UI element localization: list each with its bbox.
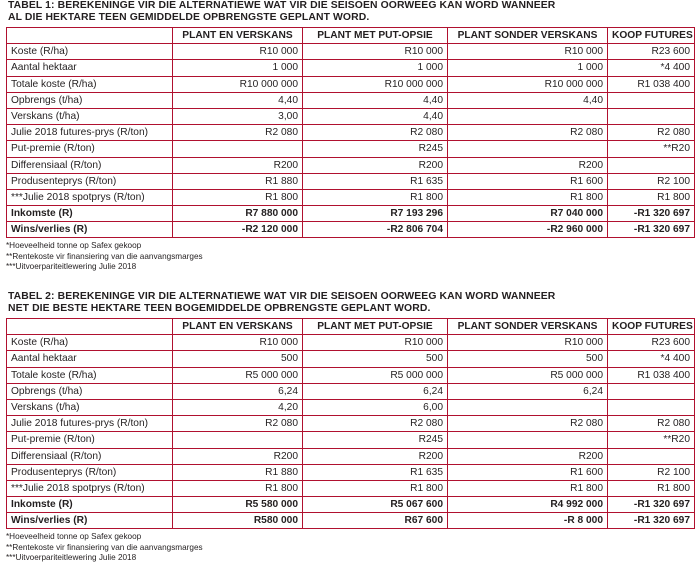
table-cell: 4,20 xyxy=(173,399,303,415)
table-row xyxy=(7,173,695,189)
table-cell xyxy=(608,383,695,399)
table-cell: R5 000 000 xyxy=(173,367,303,383)
table-cell: R5 000 000 xyxy=(303,367,448,383)
table-cell: R10 000 xyxy=(303,335,448,351)
table-cell: 6,24 xyxy=(173,383,303,399)
table-row xyxy=(7,497,695,513)
row-label: Julie 2018 futures-prys (R/ton) xyxy=(7,125,173,141)
row-label: Inkomste (R) xyxy=(7,206,173,222)
table-cell: 6,00 xyxy=(303,399,448,415)
table-row xyxy=(7,464,695,480)
table-cell: R10 000 000 xyxy=(173,76,303,92)
table1-header-cell: PLANT MET PUT-OPSIE xyxy=(303,28,448,44)
table-cell: R7 193 296 xyxy=(303,206,448,222)
footnote: ***Uitvoerpariteitlewering Julie 2018 xyxy=(6,553,137,563)
table-cell: R2 080 xyxy=(448,416,608,432)
table1-header-cell: PLANT EN VERSKANS xyxy=(173,28,303,44)
table-cell: R67 600 xyxy=(303,513,448,529)
table-cell xyxy=(173,432,303,448)
table-cell: R2 080 xyxy=(448,125,608,141)
table1-title: TABEL 1: BEREKENINGE VIR DIE ALTERNATIEWE WAT VIR DIE SEISOEN OORWEEG KAN WORD WANNEER AL DIE HEKTARE TEEN GEMIDDELDE OPBRENGSTE GEPLANT WORD. xyxy=(8,0,556,23)
table-cell: R1 800 xyxy=(608,189,695,205)
table-cell: R580 000 xyxy=(173,513,303,529)
table1-header xyxy=(7,28,695,44)
row-label: Verskans (t/ha) xyxy=(7,108,173,124)
table-cell: -R1 320 697 xyxy=(608,222,695,238)
table-cell: 4,40 xyxy=(303,92,448,108)
table-cell: R2 080 xyxy=(303,125,448,141)
table-row xyxy=(7,383,695,399)
table1-header-cell xyxy=(7,28,173,44)
table-cell: R10 000 000 xyxy=(448,76,608,92)
table-row xyxy=(7,189,695,205)
table-cell xyxy=(608,92,695,108)
row-label: Wins/verlies (R) xyxy=(7,513,173,529)
table1-body xyxy=(7,44,695,238)
table-cell: R1 038 400 xyxy=(608,76,695,92)
table-cell: 6,24 xyxy=(448,383,608,399)
table-cell: R1 800 xyxy=(608,480,695,496)
table1-header-row xyxy=(7,28,695,44)
table-cell: -R 8 000 xyxy=(448,513,608,529)
table-row xyxy=(7,367,695,383)
table-cell: R10 000 xyxy=(448,44,608,60)
table-cell: -R2 120 000 xyxy=(173,222,303,238)
row-label: Differensiaal (R/ton) xyxy=(7,157,173,173)
table-cell: -R1 320 697 xyxy=(608,497,695,513)
row-label: Differensiaal (R/ton) xyxy=(7,448,173,464)
table2-header-row xyxy=(7,319,695,335)
table-cell: R7 880 000 xyxy=(173,206,303,222)
table-row xyxy=(7,60,695,76)
row-label: Wins/verlies (R) xyxy=(7,222,173,238)
table-row xyxy=(7,157,695,173)
table-cell: R1 800 xyxy=(303,189,448,205)
row-label: Aantal hektaar xyxy=(7,60,173,76)
row-label: Opbrengs (t/ha) xyxy=(7,92,173,108)
table-cell: *4 400 xyxy=(608,351,695,367)
table-cell: 500 xyxy=(303,351,448,367)
footnote: **Rentekoste vir finansiering van die aanvangsmarges xyxy=(6,251,203,261)
table-cell xyxy=(608,157,695,173)
table-cell: R200 xyxy=(303,448,448,464)
table-cell: R10 000 xyxy=(303,44,448,60)
table-row xyxy=(7,76,695,92)
row-label: Put-premie (R/ton) xyxy=(7,141,173,157)
table-cell: R5 067 600 xyxy=(303,497,448,513)
footnote: **Rentekoste vir finansiering van die aanvangsmarges xyxy=(6,542,203,552)
footnote: ***Uitvoerpariteitlewering Julie 2018 xyxy=(6,262,137,272)
table-row xyxy=(7,108,695,124)
table-cell: 1 000 xyxy=(173,60,303,76)
table-cell: R4 992 000 xyxy=(448,497,608,513)
table-cell: R1 800 xyxy=(173,480,303,496)
table-cell: **R20 xyxy=(608,141,695,157)
table-row xyxy=(7,222,695,238)
table-cell: 500 xyxy=(448,351,608,367)
table-row xyxy=(7,351,695,367)
table-cell: R200 xyxy=(448,448,608,464)
row-label: Produsenteprys (R/ton) xyxy=(7,173,173,189)
table-cell: R23 600 xyxy=(608,335,695,351)
table-row xyxy=(7,448,695,464)
table-cell: R2 080 xyxy=(608,416,695,432)
table-cell: R2 080 xyxy=(173,125,303,141)
row-label: ***Julie 2018 spotprys (R/ton) xyxy=(7,480,173,496)
table-cell: R200 xyxy=(448,157,608,173)
table-cell: **R20 xyxy=(608,432,695,448)
table-cell: R200 xyxy=(173,157,303,173)
table-cell: 3,00 xyxy=(173,108,303,124)
table-cell: 4,40 xyxy=(448,92,608,108)
table-cell: R10 000 xyxy=(173,44,303,60)
table-cell: R1 800 xyxy=(303,480,448,496)
row-label: Verskans (t/ha) xyxy=(7,399,173,415)
row-label: Totale koste (R/ha) xyxy=(7,76,173,92)
table-cell: R200 xyxy=(173,448,303,464)
table-cell: R1 600 xyxy=(448,464,608,480)
table-cell: 4,40 xyxy=(303,108,448,124)
table-cell: R1 880 xyxy=(173,173,303,189)
table-cell: R2 080 xyxy=(608,125,695,141)
table-cell: 6,24 xyxy=(303,383,448,399)
table2-body xyxy=(7,335,695,529)
table-cell xyxy=(448,108,608,124)
table-row xyxy=(7,92,695,108)
table-cell: R23 600 xyxy=(608,44,695,60)
table-cell: 500 xyxy=(173,351,303,367)
row-label: Inkomste (R) xyxy=(7,497,173,513)
table-row xyxy=(7,125,695,141)
table-cell xyxy=(608,399,695,415)
table-cell: R1 800 xyxy=(448,480,608,496)
table2-header-cell: PLANT SONDER VERSKANS xyxy=(448,319,608,335)
table-cell xyxy=(608,108,695,124)
table-cell: R1 038 400 xyxy=(608,367,695,383)
table-cell: R10 000 xyxy=(448,335,608,351)
table-cell: R5 580 000 xyxy=(173,497,303,513)
table1 xyxy=(6,27,695,238)
table-row xyxy=(7,480,695,496)
table-cell xyxy=(448,432,608,448)
table-cell: R2 080 xyxy=(303,416,448,432)
table-cell: 1 000 xyxy=(303,60,448,76)
row-label: Koste (R/ha) xyxy=(7,335,173,351)
table-cell: R1 800 xyxy=(173,189,303,205)
table-cell: 1 000 xyxy=(448,60,608,76)
table-cell: R2 100 xyxy=(608,464,695,480)
table1-header-cell: KOOP FUTURES xyxy=(608,28,695,44)
table2-header-cell: KOOP FUTURES xyxy=(608,319,695,335)
table-row xyxy=(7,432,695,448)
table-row xyxy=(7,44,695,60)
table-cell: R1 800 xyxy=(448,189,608,205)
table-cell: R2 080 xyxy=(173,416,303,432)
table-cell: -R2 806 704 xyxy=(303,222,448,238)
table1-footnotes xyxy=(6,241,694,272)
table1-header-cell: PLANT SONDER VERSKANS xyxy=(448,28,608,44)
table-row xyxy=(7,399,695,415)
row-label: Totale koste (R/ha) xyxy=(7,367,173,383)
table2-header xyxy=(7,319,695,335)
table-cell: R245 xyxy=(303,432,448,448)
table-row xyxy=(7,513,695,529)
table-row xyxy=(7,416,695,432)
table1-section xyxy=(6,0,694,272)
table-cell: R10 000 xyxy=(173,335,303,351)
table2-header-cell: PLANT MET PUT-OPSIE xyxy=(303,319,448,335)
table-cell: R1 635 xyxy=(303,464,448,480)
row-label: Aantal hektaar xyxy=(7,351,173,367)
table-row xyxy=(7,206,695,222)
table-cell: -R2 960 000 xyxy=(448,222,608,238)
table-cell xyxy=(173,141,303,157)
table-cell: R2 100 xyxy=(608,173,695,189)
row-label: Produsenteprys (R/ton) xyxy=(7,464,173,480)
row-label: ***Julie 2018 spotprys (R/ton) xyxy=(7,189,173,205)
table-row xyxy=(7,335,695,351)
table-cell: R245 xyxy=(303,141,448,157)
table-cell: R1 600 xyxy=(448,173,608,189)
table2 xyxy=(6,318,695,529)
table-cell: R5 000 000 xyxy=(448,367,608,383)
row-label: Opbrengs (t/ha) xyxy=(7,383,173,399)
table-cell: R7 040 000 xyxy=(448,206,608,222)
table-cell: -R1 320 697 xyxy=(608,513,695,529)
footnote: *Hoeveelheid tonne op Safex gekoop xyxy=(6,241,142,251)
row-label: Koste (R/ha) xyxy=(7,44,173,60)
table-cell: 4,40 xyxy=(173,92,303,108)
table2-title: TABEL 2: BEREKENINGE VIR DIE ALTERNATIEWE WAT VIR DIE SEISOEN OORWEEG KAN WORD WANNEER NET DIE BESTE HEKTARE TEEN BOGEMIDDELDE OPBRENGSTE GEPLANT WORD. xyxy=(8,291,556,314)
row-label: Put-premie (R/ton) xyxy=(7,432,173,448)
table-cell: R200 xyxy=(303,157,448,173)
table2-section xyxy=(6,291,694,563)
table-cell xyxy=(448,141,608,157)
table-cell: R10 000 000 xyxy=(303,76,448,92)
table-cell xyxy=(608,448,695,464)
row-label: Julie 2018 futures-prys (R/ton) xyxy=(7,416,173,432)
table-cell xyxy=(448,399,608,415)
table-cell: *4 400 xyxy=(608,60,695,76)
table2-header-cell: PLANT EN VERSKANS xyxy=(173,319,303,335)
table2-footnotes xyxy=(6,532,694,563)
footnote: *Hoeveelheid tonne op Safex gekoop xyxy=(6,532,142,542)
table-cell: R1 635 xyxy=(303,173,448,189)
table-cell: -R1 320 697 xyxy=(608,206,695,222)
table-row xyxy=(7,141,695,157)
table-cell: R1 880 xyxy=(173,464,303,480)
table2-header-cell xyxy=(7,319,173,335)
